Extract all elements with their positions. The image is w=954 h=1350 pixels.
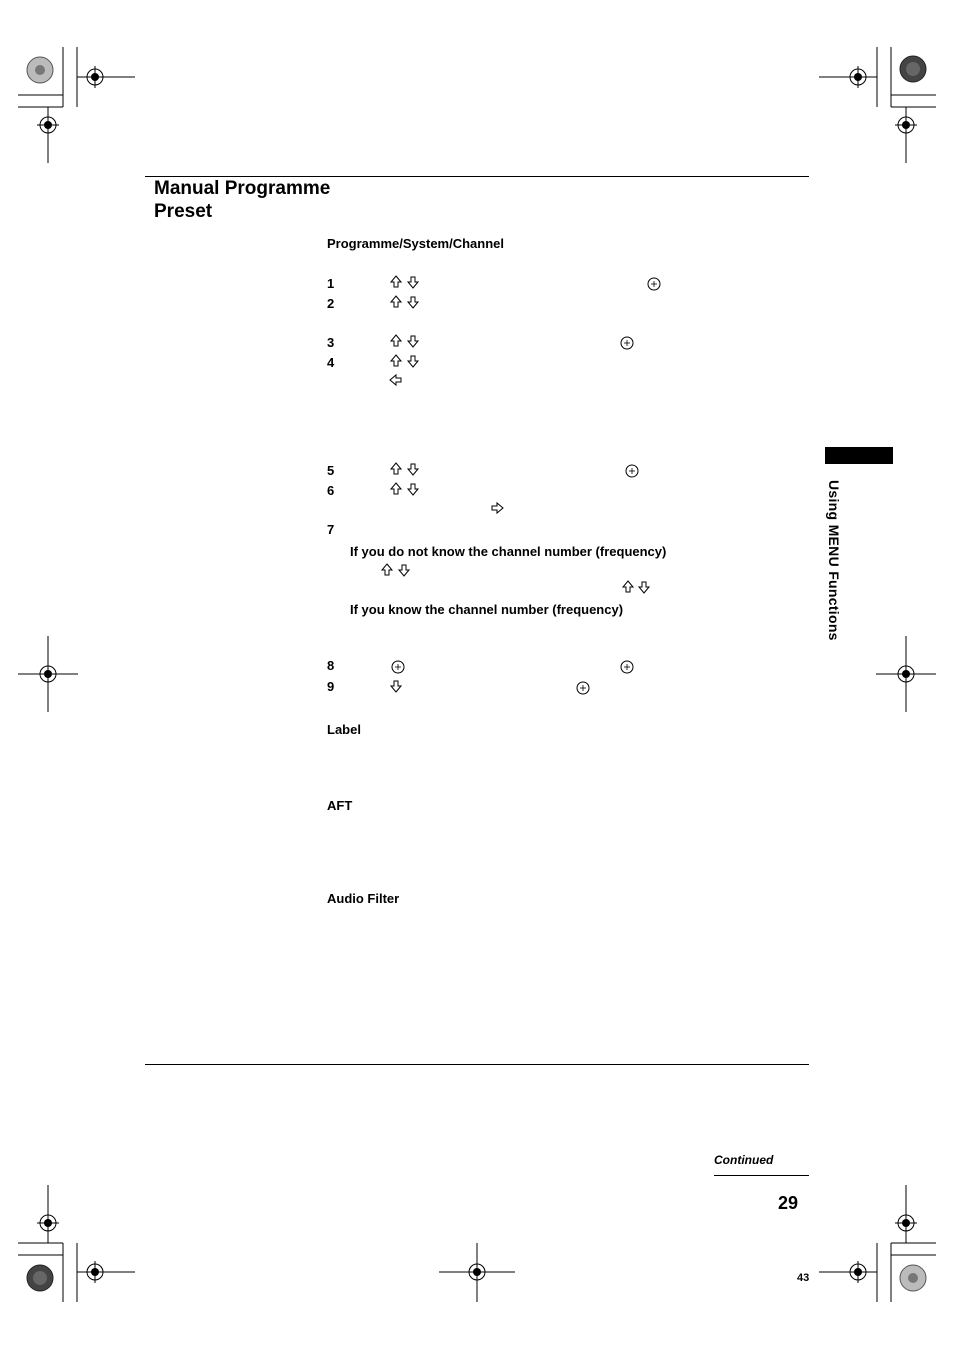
side-tab-marker	[825, 447, 893, 464]
step-number: 2	[327, 296, 335, 311]
continued-rule	[714, 1175, 809, 1176]
enter-button-icon	[392, 278, 660, 694]
up-arrow-icon	[382, 276, 633, 592]
heading-programme-system-channel: Programme/System/Channel	[327, 236, 505, 251]
step-number: 1	[327, 276, 335, 291]
title-line-2: Preset	[154, 201, 213, 222]
heading-aft: AFT	[327, 798, 353, 813]
down-arrow-icon	[391, 277, 649, 692]
side-tab-label: Using MENU Functions	[826, 480, 842, 641]
step-number: 6	[327, 483, 335, 498]
step-number: 5	[327, 463, 335, 478]
heading-label: Label	[327, 722, 361, 737]
sheet-number: 43	[797, 1272, 810, 1284]
step-number: 7	[327, 522, 335, 537]
continued-label: Continued	[714, 1153, 774, 1167]
right-arrow-icon	[492, 503, 503, 513]
left-arrow-icon	[390, 375, 401, 385]
page-number: 29	[778, 1193, 799, 1213]
footer-rule	[145, 1064, 809, 1065]
step-number: 9	[327, 679, 335, 694]
step-number: 8	[327, 658, 335, 673]
step7-unknown-channel: If you do not know the channel number (frequency)	[350, 544, 667, 559]
step-number: 4	[327, 355, 335, 370]
step7-known-channel: If you know the channel number (frequency)	[350, 602, 624, 617]
heading-audio-filter: Audio Filter	[327, 891, 400, 906]
title-line-1: Manual Programme	[154, 178, 331, 199]
step-number: 3	[327, 335, 335, 350]
